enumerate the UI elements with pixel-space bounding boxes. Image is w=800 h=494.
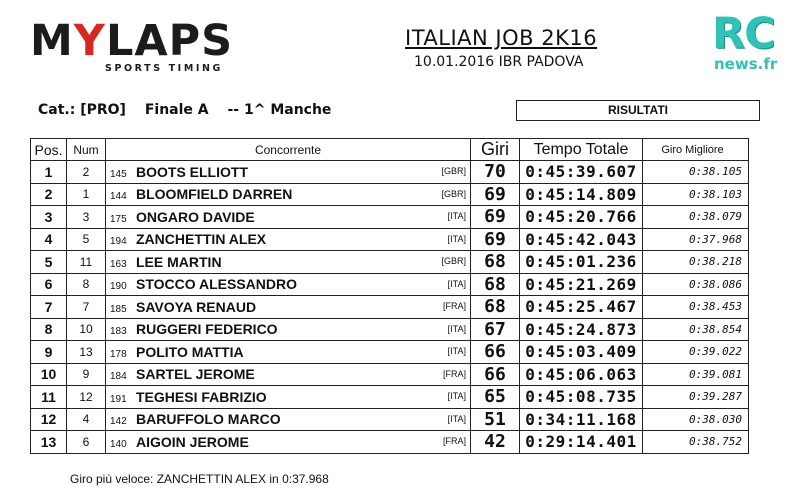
cell-num: 10	[67, 318, 106, 341]
cell-best-lap: 0:37.968	[643, 228, 749, 251]
driver-name: BOOTS ELLIOTT	[136, 163, 248, 180]
table-header-row	[31, 139, 749, 161]
car-number: 191	[110, 393, 127, 405]
cell-laps: 66	[471, 363, 520, 386]
driver-name: TEGHESI FABRIZIO	[136, 388, 267, 405]
nationality: [ITA]	[447, 233, 466, 244]
cell-laps: 69	[471, 183, 520, 206]
header-num: Num	[67, 139, 106, 161]
car-number: 183	[110, 326, 127, 338]
cell-pos: 9	[31, 341, 67, 364]
car-number: 145	[110, 168, 127, 180]
cell-best-lap: 0:39.022	[643, 341, 749, 364]
cell-total-time: 0:45:06.063	[520, 363, 643, 386]
cell-num: 1	[67, 183, 106, 206]
cell-best-lap: 0:38.030	[643, 408, 749, 431]
cell-num: 2	[67, 161, 106, 184]
cell-pos: 5	[31, 251, 67, 274]
cell-concorrente	[106, 206, 471, 229]
table-row	[31, 296, 749, 319]
cell-num: 3	[67, 206, 106, 229]
car-number: 163	[110, 258, 127, 270]
cell-laps: 42	[471, 431, 520, 454]
car-number: 194	[110, 236, 127, 248]
table-row	[31, 318, 749, 341]
cell-concorrente	[106, 161, 471, 184]
table-row	[31, 273, 749, 296]
driver-name: BARUFFOLO MARCO	[136, 411, 281, 428]
cell-laps: 68	[471, 296, 520, 319]
cell-best-lap: 0:38.086	[643, 273, 749, 296]
cell-total-time: 0:45:20.766	[520, 206, 643, 229]
table-row	[31, 161, 749, 184]
cell-total-time: 0:45:24.873	[520, 318, 643, 341]
final-label: Finale A	[144, 102, 209, 118]
table-row	[31, 206, 749, 229]
cell-pos: 8	[31, 318, 67, 341]
header-pos: Pos.	[31, 139, 67, 161]
cell-concorrente	[106, 183, 471, 206]
cell-best-lap: 0:39.287	[643, 386, 749, 409]
car-number: 142	[110, 416, 127, 428]
cell-total-time: 0:45:01.236	[520, 251, 643, 274]
cell-best-lap: 0:38.079	[643, 206, 749, 229]
cell-laps: 70	[471, 161, 520, 184]
cell-total-time: 0:45:14.809	[520, 183, 643, 206]
driver-name: LEE MARTIN	[136, 253, 222, 270]
car-number: 144	[110, 191, 127, 203]
header-tempo: Tempo Totale	[520, 139, 643, 161]
driver-name: ONGARO DAVIDE	[136, 208, 255, 225]
logo-tagline: SPORTS TIMING	[105, 63, 223, 74]
driver-name: POLITO MATTIA	[136, 343, 244, 360]
category-line	[38, 102, 345, 118]
cell-concorrente	[106, 363, 471, 386]
rcnews-logo-sub: news.fr	[714, 55, 778, 73]
cell-best-lap: 0:38.854	[643, 318, 749, 341]
car-number: 185	[110, 303, 127, 315]
table-row	[31, 431, 749, 454]
cell-num: 9	[67, 363, 106, 386]
cell-concorrente	[106, 318, 471, 341]
cell-pos: 13	[31, 431, 67, 454]
cell-concorrente	[106, 431, 471, 454]
cell-pos: 6	[31, 273, 67, 296]
cell-concorrente	[106, 296, 471, 319]
cell-total-time: 0:34:11.168	[520, 408, 643, 431]
cell-pos: 2	[31, 183, 67, 206]
nationality: [FRA]	[442, 301, 466, 311]
cell-best-lap: 0:38.218	[643, 251, 749, 274]
cell-laps: 69	[471, 228, 520, 251]
cell-laps: 66	[471, 341, 520, 364]
driver-name: SAVOYA RENAUD	[136, 298, 257, 315]
nationality: [ITA]	[447, 211, 466, 221]
cell-concorrente	[106, 273, 471, 296]
event-title: ITALIAN JOB 2K16	[405, 26, 598, 50]
cell-laps: 68	[471, 251, 520, 274]
table-row	[31, 228, 749, 251]
cell-num: 12	[67, 386, 106, 409]
cell-pos: 12	[31, 408, 67, 431]
mylaps-logo	[30, 16, 245, 80]
car-number: 190	[110, 281, 127, 293]
cell-laps: 67	[471, 318, 520, 341]
cell-best-lap: 0:38.453	[643, 296, 749, 319]
table-row	[31, 386, 749, 409]
nationality: [GBR]	[441, 166, 466, 176]
event-subtitle: 10.01.2016 IBR PADOVA	[414, 54, 584, 70]
manche-label: -- 1^ Manche	[227, 102, 332, 118]
header-giri: Giri	[471, 139, 520, 161]
nationality: [GBR]	[441, 188, 466, 199]
logo-wordmark: MYLAPS	[30, 16, 234, 66]
nationality: [FRA]	[442, 368, 466, 379]
cell-pos: 4	[31, 228, 67, 251]
nationality: [ITA]	[447, 323, 466, 334]
table-row	[31, 251, 749, 274]
fastest-lap-note: Giro più veloce: ZANCHETTIN ALEX in 0:37.968	[70, 472, 329, 486]
car-number: 184	[110, 371, 127, 383]
results-label-box: RISULTATI	[516, 100, 760, 121]
cell-pos: 11	[31, 386, 67, 409]
cell-laps: 69	[471, 206, 520, 229]
header-best-lap: Giro Migliore	[643, 139, 749, 161]
cell-num: 8	[67, 273, 106, 296]
header-concorrente: Concorrente	[106, 139, 471, 161]
driver-name: AIGOIN JEROME	[136, 433, 249, 450]
cell-best-lap: 0:38.103	[643, 183, 749, 206]
car-number: 178	[110, 348, 127, 360]
driver-name: RUGGERI FEDERICO	[136, 321, 278, 338]
cell-num: 11	[67, 251, 106, 274]
table-row	[31, 363, 749, 386]
nationality: [FRA]	[442, 436, 466, 446]
cell-concorrente	[106, 341, 471, 364]
results-table	[30, 138, 749, 454]
nationality: [ITA]	[447, 346, 466, 356]
cell-total-time: 0:45:21.269	[520, 273, 643, 296]
nationality: [ITA]	[447, 278, 466, 289]
nationality: [ITA]	[447, 391, 466, 401]
cell-best-lap: 0:38.105	[643, 161, 749, 184]
cell-best-lap: 0:39.081	[643, 363, 749, 386]
cell-num: 5	[67, 228, 106, 251]
cell-laps: 65	[471, 386, 520, 409]
cell-concorrente	[106, 386, 471, 409]
rcnews-logo-main: RC	[712, 9, 775, 59]
driver-name: SARTEL JEROME	[136, 366, 255, 383]
nationality: [ITA]	[447, 413, 466, 424]
cell-total-time: 0:29:14.401	[520, 431, 643, 454]
nationality: [GBR]	[441, 256, 466, 266]
cell-pos: 10	[31, 363, 67, 386]
car-number: 175	[110, 213, 127, 225]
cell-pos: 1	[31, 161, 67, 184]
driver-name: BLOOMFIELD DARREN	[136, 186, 293, 203]
driver-name: ZANCHETTIN ALEX	[136, 231, 267, 248]
cell-concorrente	[106, 408, 471, 431]
cell-total-time: 0:45:03.409	[520, 341, 643, 364]
cell-num: 6	[67, 431, 106, 454]
table-row	[31, 408, 749, 431]
cell-num: 13	[67, 341, 106, 364]
cell-total-time: 0:45:39.607	[520, 161, 643, 184]
car-number: 140	[110, 438, 127, 450]
cell-total-time: 0:45:25.467	[520, 296, 643, 319]
cell-concorrente	[106, 251, 471, 274]
table-row	[31, 183, 749, 206]
category-label: Cat.: [PRO]	[38, 102, 126, 118]
cell-pos: 3	[31, 206, 67, 229]
cell-best-lap: 0:38.752	[643, 431, 749, 454]
cell-laps: 51	[471, 408, 520, 431]
cell-total-time: 0:45:42.043	[520, 228, 643, 251]
cell-concorrente	[106, 228, 471, 251]
table-row	[31, 341, 749, 364]
driver-name: STOCCO ALESSANDRO	[136, 276, 298, 293]
cell-num: 7	[67, 296, 106, 319]
rcnews-logo	[712, 9, 786, 75]
cell-total-time: 0:45:08.735	[520, 386, 643, 409]
cell-laps: 68	[471, 273, 520, 296]
cell-num: 4	[67, 408, 106, 431]
cell-pos: 7	[31, 296, 67, 319]
